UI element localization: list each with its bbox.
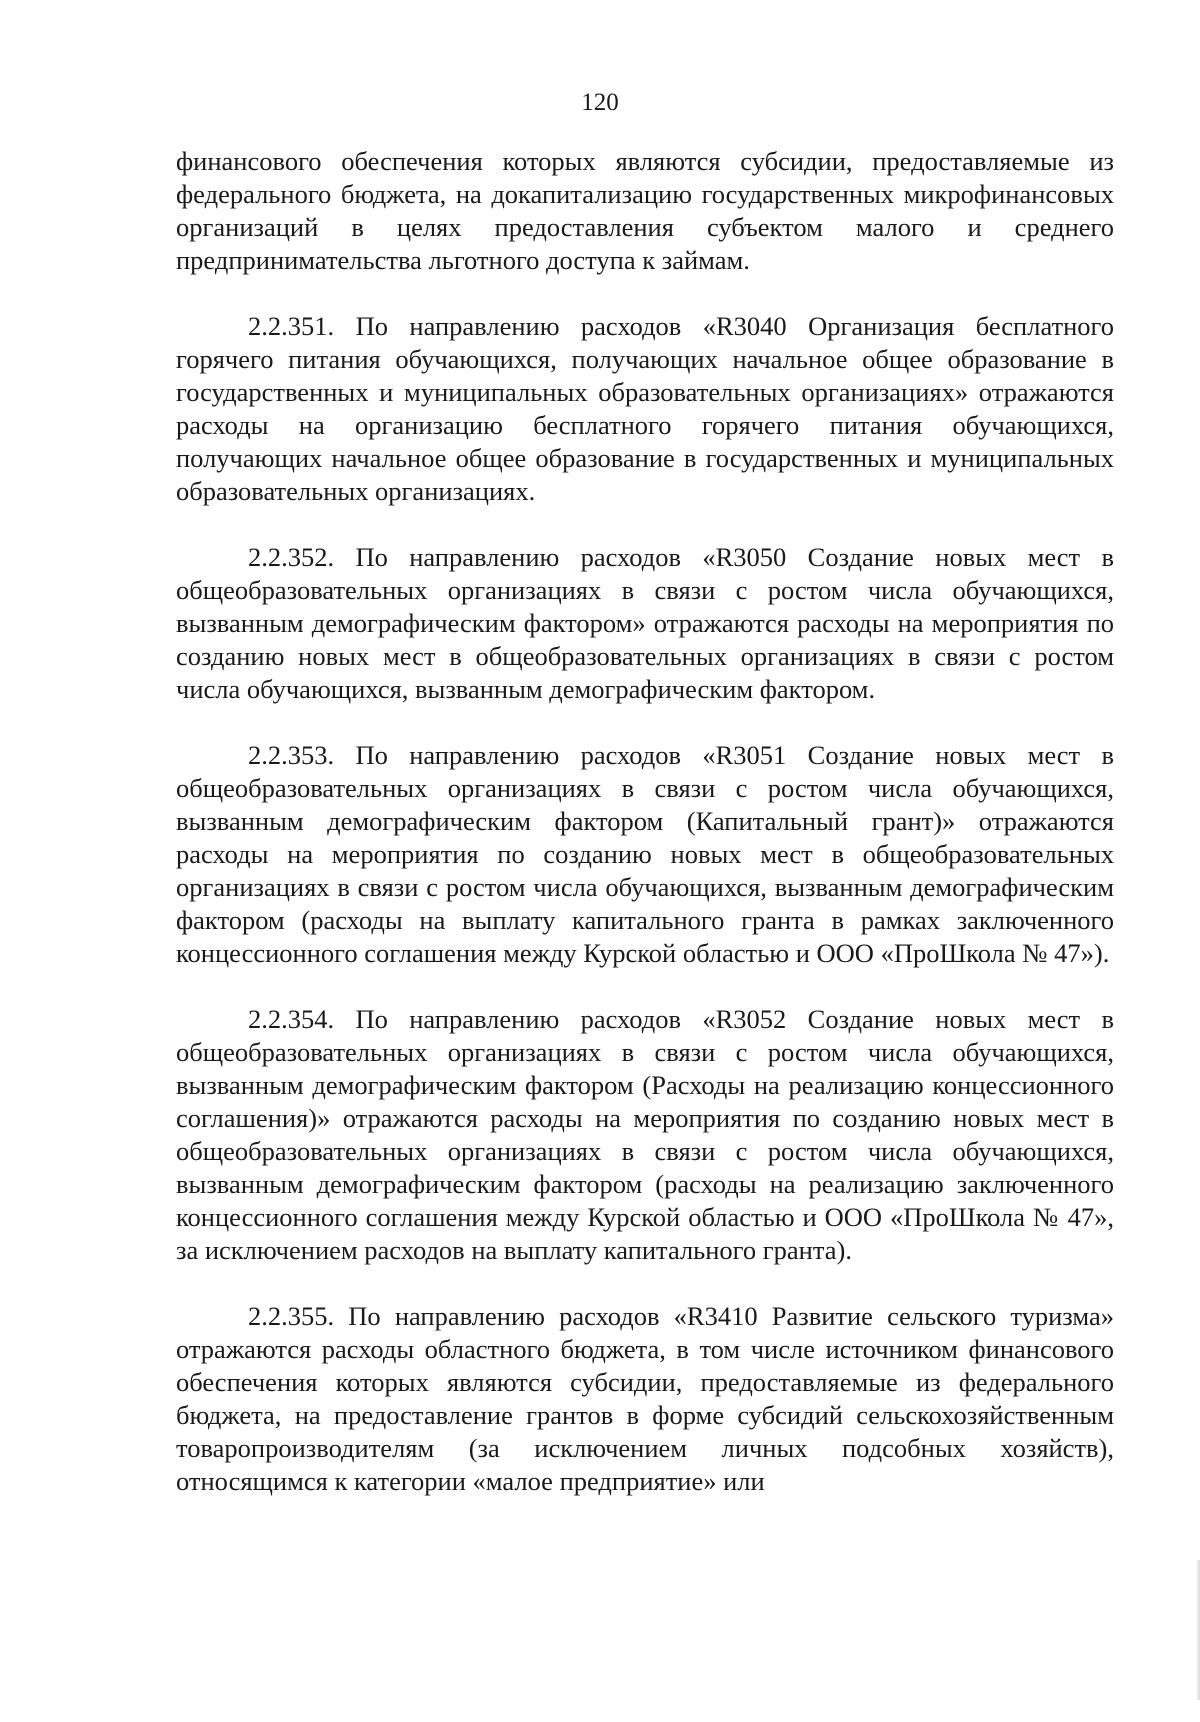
paragraph-2-2-355: 2.2.355. По направлению расходов «R3410 Развитие сельского туризма» отражаются расходы областного бюджета, в том числе источником финансового обеспечения которых являются субсидии, предоставляемые из федерального бюджета, на предоставление грантов в форме субсидий сельскохозяйственным товаропроизводителям (за исключением личных подсобных хозяйств), относящимся к категории «малое предприятие» или: [176, 1301, 1114, 1496]
paragraph-2-2-352: 2.2.352. По направлению расходов «R3050 Создание новых мест в общеобразовательных организациях в связи с ростом числа обучающихся, вызванным демографическим фактором» отражаются расходы на мероприятия по созданию новых мест в общеобразовательных организациях в связи с ростом числа обучающихся, вызванным демографическим фактором.: [176, 542, 1114, 704]
scan-edge-shadow: [1196, 1560, 1200, 1700]
paragraph-continuation: финансового обеспечения которых являются субсидии, предоставляемые из федерального бюджета, на докапитализацию государственных микрофинансовых организаций в целях предоставления субъектом малого и среднего предпринимательства льготного доступа к займам.: [176, 146, 1114, 275]
paragraph-2-2-351: 2.2.351. По направлению расходов «R3040 Организация бесплатного горячего питания обучающихся, получающих начальное общее образование в государственных и муниципальных образовательных организациях» отражаются расходы на организацию бесплатного горячего питания обучающихся, получающих начальное общее образование в государственных и муниципальных образовательных организациях.: [176, 311, 1114, 506]
paragraph-2-2-354: 2.2.354. По направлению расходов «R3052 Создание новых мест в общеобразовательных организациях в связи с ростом числа обучающихся, вызванным демографическим фактором (Расходы на реализацию концессионного соглашения)» отражаются расходы на мероприятия по созданию новых мест в общеобразовательных организациях в связи с ростом числа обучающихся, вызванным демографическим фактором (расходы на реализацию заключенного концессионного соглашения между Курской областью и ООО «ПроШкола № 47», за исключением расходов на выплату капитального гранта).: [176, 1004, 1114, 1265]
paragraph-2-2-353: 2.2.353. По направлению расходов «R3051 Создание новых мест в общеобразовательных организациях в связи с ростом числа обучающихся, вызванным демографическим фактором (Капитальный грант)» отражаются расходы на мероприятия по созданию новых мест в общеобразовательных организациях в связи с ростом числа обучающихся, вызванным демографическим фактором (расходы на выплату капитального гранта в рамках заключенного концессионного соглашения между Курской областью и ООО «ПроШкола № 47»).: [176, 740, 1114, 968]
document-body: [176, 145, 1114, 1498]
page-number: 120: [581, 89, 619, 116]
